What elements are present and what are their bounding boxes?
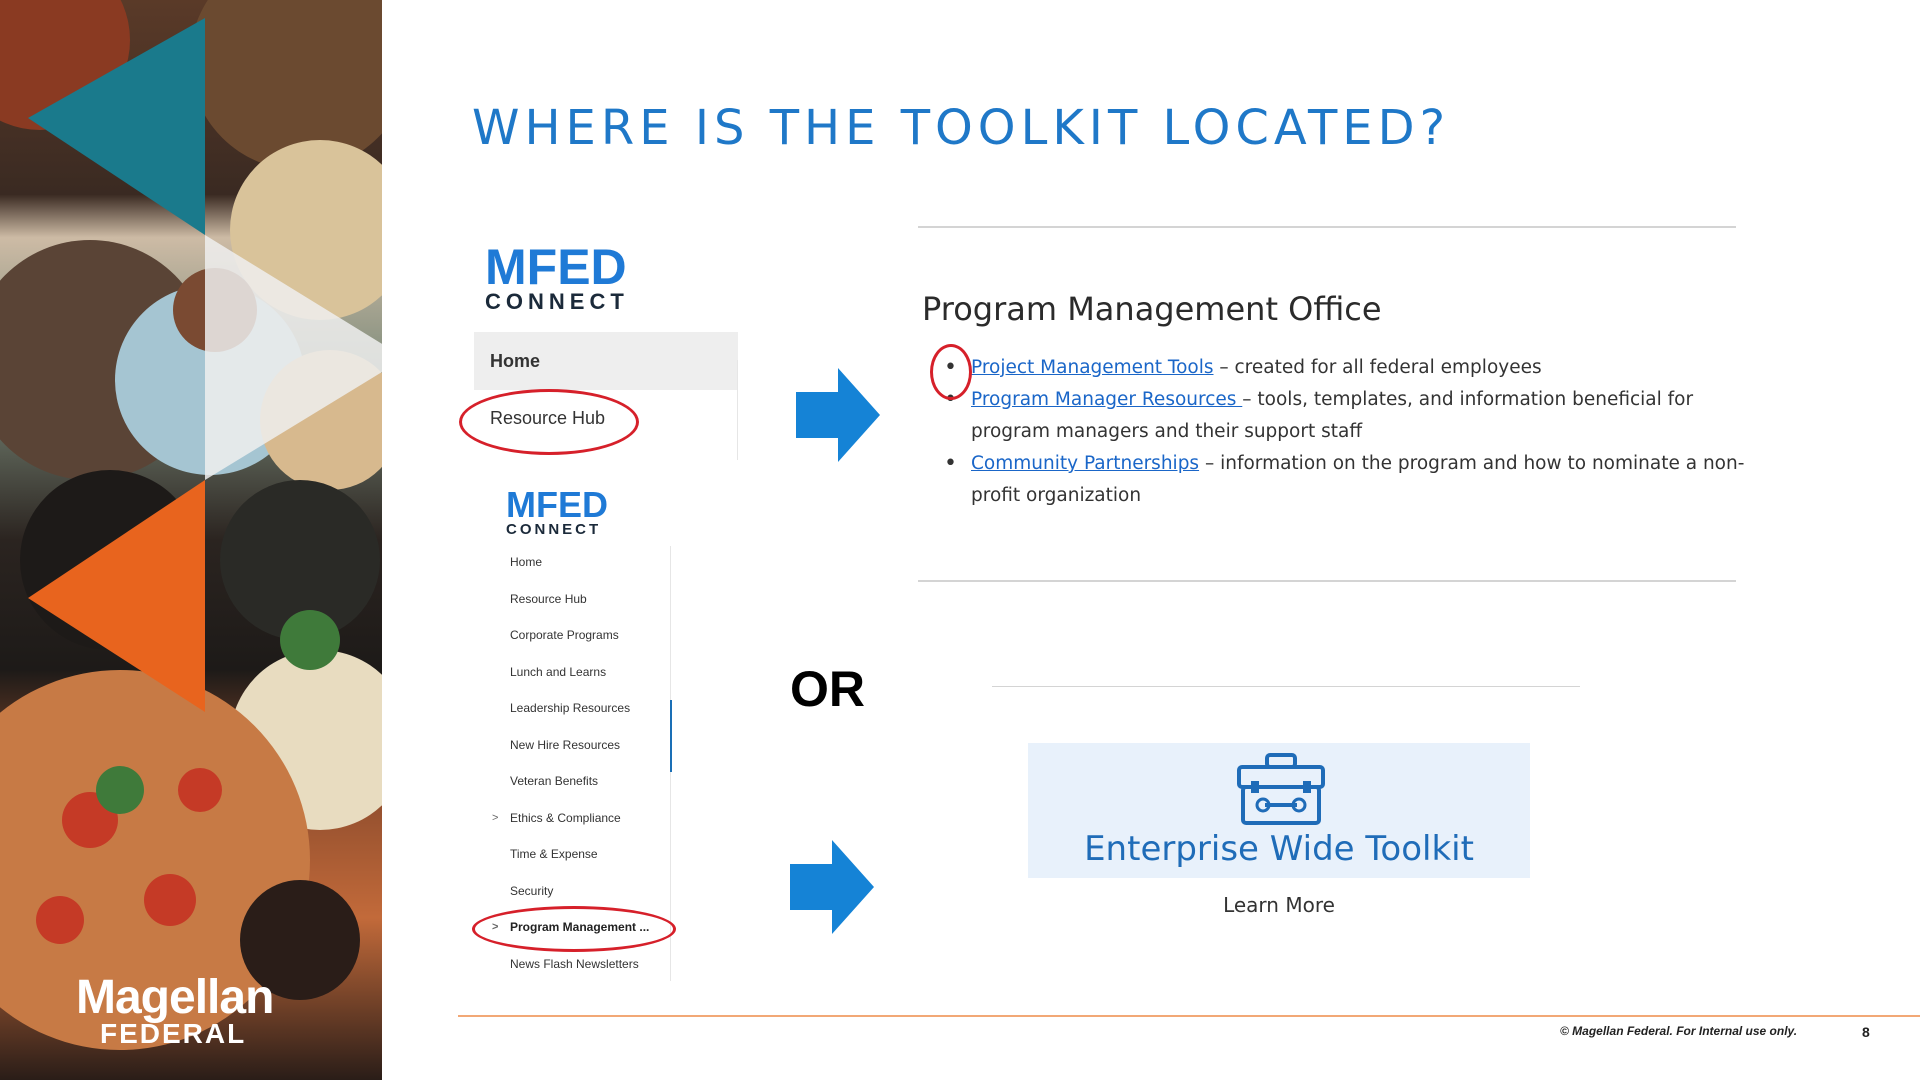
nav-item-label: Leadership Resources [510, 701, 631, 715]
nav-item[interactable] [484, 800, 670, 837]
page-number: 8 [1862, 1024, 1870, 1040]
nav-item[interactable] [484, 544, 670, 581]
pmo-list-item [922, 384, 1752, 448]
toolkit-label: Enterprise Wide Toolkit [1084, 829, 1474, 869]
mfed-connect-logo [485, 239, 629, 314]
brand-photo-art [0, 0, 382, 1080]
toolkit-card[interactable] [1028, 743, 1530, 878]
brand-logo-line1: Magellan [76, 971, 274, 1024]
mfed-logo-bottom: CONNECT [485, 289, 629, 314]
toolbox-icon [1235, 751, 1327, 827]
or-label: OR [790, 661, 865, 717]
nav-item[interactable] [484, 873, 670, 910]
nav-item-label: Home [510, 555, 543, 569]
mfed-logo-top: MFED [485, 239, 627, 295]
pmo-list-item [922, 448, 1752, 512]
pmo-description: – created for all federal employees [1213, 357, 1542, 378]
footer-rule [458, 1015, 1920, 1017]
learn-more-link[interactable]: Learn More [1223, 893, 1335, 917]
highlight-oval-program-management [472, 906, 676, 952]
nav-item-label: Ethics & Compliance [510, 810, 621, 825]
chevron-right-icon: > [492, 921, 499, 933]
mfed-logo-small-bottom: CONNECT [506, 521, 602, 538]
brand-logo-line2: FEDERAL [100, 1018, 247, 1049]
nav-resource-hub-link[interactable]: Resource Hub [490, 408, 606, 428]
pmo-link-list [922, 352, 1752, 512]
highlight-oval-resource-hub [459, 389, 639, 455]
arrow-right-icon-2 [790, 840, 874, 934]
nav-item[interactable] [484, 727, 670, 764]
nav-divider [737, 360, 738, 460]
nav-home-link[interactable]: Home [474, 332, 738, 390]
pmo-link[interactable]: Program Manager Resources [971, 389, 1243, 410]
nav-item[interactable] [484, 763, 670, 800]
nav-item-label: Lunch and Learns [510, 664, 607, 679]
bullet-icon: • [944, 451, 957, 476]
mfed-logo-small-top: MFED [506, 484, 608, 525]
nav-item-label: Resource Hub [510, 591, 587, 606]
nav-item-label: Veteran Benefits [510, 774, 599, 788]
pmo-description: – information on the program and how to nominate a non-profit organization [971, 453, 1745, 506]
arrow-right-icon [796, 368, 880, 462]
pmo-top-rule [918, 226, 1736, 228]
nav-item[interactable] [484, 617, 670, 654]
toolkit-top-rule [992, 686, 1580, 687]
nav-item-label: New Hire Resources [510, 737, 621, 752]
bullet-icon: • [944, 387, 957, 412]
nav-item[interactable] [484, 836, 670, 873]
nav-scroll-indicator[interactable] [670, 700, 672, 772]
pmo-link[interactable]: Community Partnerships [971, 453, 1200, 474]
mfed-connect-logo-small [506, 484, 608, 538]
nav-item-label: Security [510, 883, 554, 898]
nav-item-label: News Flash Newsletters [510, 956, 639, 971]
highlight-oval-bullet [930, 344, 972, 400]
nav-item[interactable] [484, 690, 670, 727]
pmo-bottom-rule [918, 580, 1736, 582]
footer-copyright: © Magellan Federal. For Internal use only. [1560, 1024, 1798, 1038]
slide-title: WHERE IS THE TOOLKIT LOCATED? [472, 100, 1451, 156]
nav-item-label: Corporate Programs [510, 628, 619, 642]
pmo-list-item [922, 352, 1752, 384]
nav-item[interactable] [484, 654, 670, 691]
nav-item-label: Time & Expense [510, 847, 598, 861]
chevron-right-icon: > [492, 811, 499, 824]
nav-item-label: Program Management ... [510, 920, 650, 934]
pmo-title: Program Management Office [922, 290, 1382, 328]
pmo-link[interactable]: Project Management Tools [971, 357, 1214, 378]
bullet-icon: • [944, 355, 957, 380]
pmo-description: – tools, templates, and information beneficial for program managers and their support staff [971, 389, 1694, 442]
brand-photo-strip [0, 0, 382, 1080]
nav-item[interactable] [484, 581, 670, 618]
